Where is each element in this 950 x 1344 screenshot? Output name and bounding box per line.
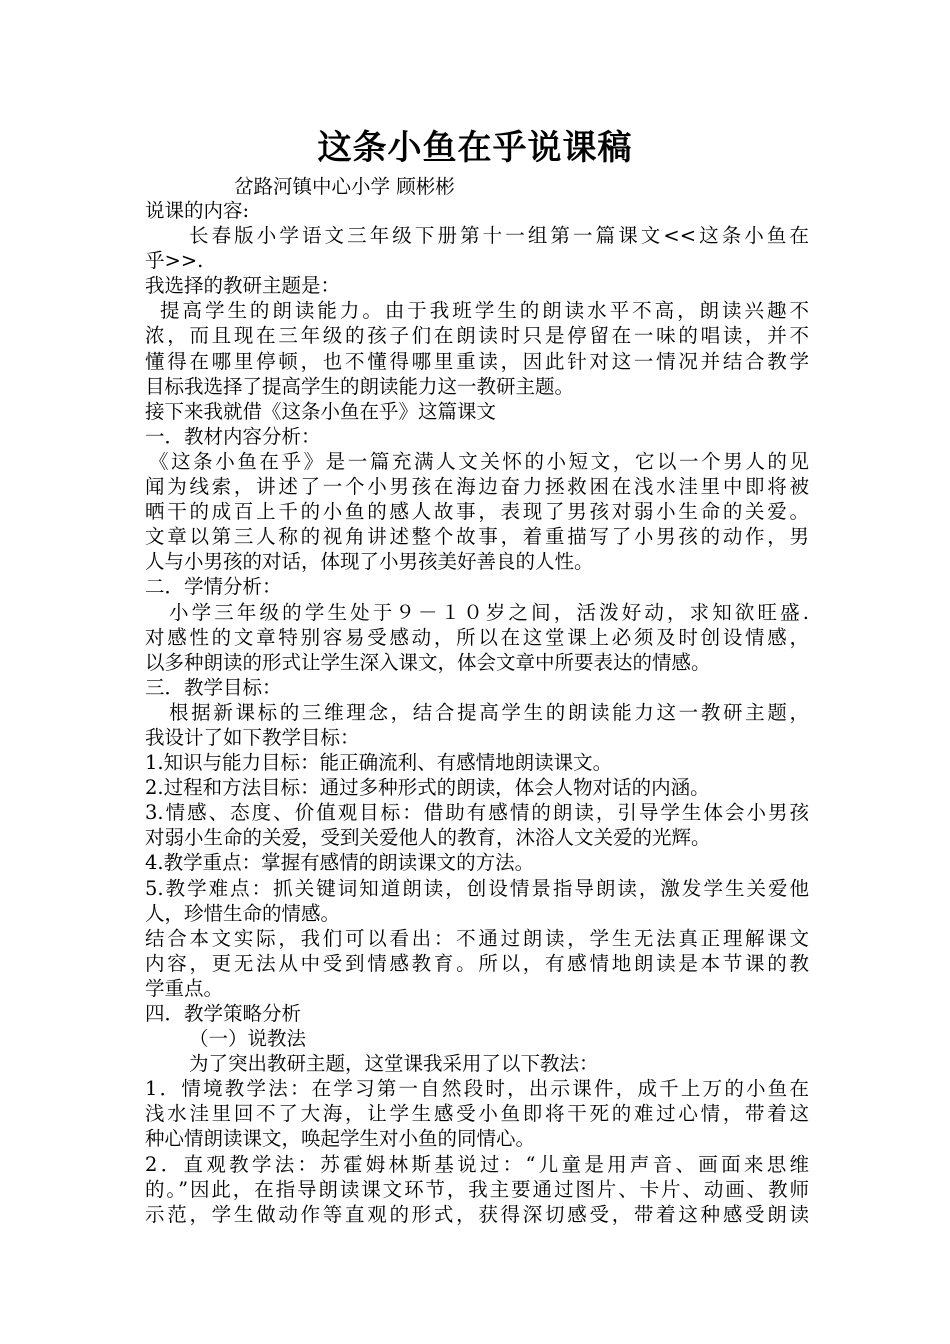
text-line: 5.教学难点：抓关键词知道朗读，创设情景指导朗读，激发学生关爱他 (145, 876, 809, 900)
text-line: 种心情朗读课文，唤起学生对小鱼的同情心。 (145, 1127, 536, 1151)
text-line: 3.情感、态度、价值观目标：借助有感情的朗读，引导学生体会小男孩 (145, 801, 809, 825)
text-line: 《这条小鱼在乎》是一篇充满人文关怀的小短文，它以一个男人的见 (149, 449, 809, 473)
document-title: 这条小鱼在乎说课稿 (317, 128, 633, 168)
text-line: 我设计了如下教学目标： (145, 725, 360, 749)
section-heading: 二．学情分析： (145, 575, 282, 599)
text-line: 根据新课标的三维理念，结合提高学生的朗读能力这一教研主题， (169, 700, 809, 724)
section-heading: 四．教学策略分析 (145, 1002, 302, 1025)
text-line: 结合本文实际，我们可以看出：不通过朗读，学生无法真正理解课文 (145, 926, 809, 950)
author-line: 岔路河镇中心小学 顾彬彬 (234, 175, 455, 198)
text-line: 4.教学重点：掌握有感情的朗读课文的方法。 (145, 851, 535, 875)
text-line: 2．直观教学法：苏霍姆林斯基说过：“儿童是用声音、画面来思维 (145, 1152, 809, 1176)
text-line: 2.过程和方法目标：通过多种形式的朗读，体会人物对话的内涵。 (145, 776, 710, 800)
text-line: 1．情境教学法：在学习第一自然段时，出示课件，成千上万的小鱼在 (145, 1077, 809, 1101)
text-line: 内容，更无法从中受到情感教育。所以，有感情地朗读是本节课的教 (145, 951, 809, 975)
text-line: 以多种朗读的形式让学生深入课文，体会文章中所要表达的情感。 (145, 650, 711, 674)
text-line: 懂得在哪里停顿，也不懂得哪里重读，因此针对这一情况并结合教学 (145, 349, 809, 373)
text-line: 学重点。 (145, 976, 224, 1000)
text-line: 的。”因此，在指导朗读课文环节，我主要通过图片、卡片、动画、教师 (145, 1177, 809, 1201)
text-line: 1.知识与能力目标：能正确流利、有感情地朗读课文。 (145, 751, 613, 775)
subsection-heading: （一）说教法 (189, 1027, 307, 1051)
text-line: 文章以第三人称的视角讲述整个故事，着重描写了小男孩的动作，男 (145, 525, 809, 549)
text-line: 说课的内容: (145, 199, 250, 222)
text-line: 目标我选择了提高学生的朗读能力这一教研主题。 (145, 374, 575, 398)
document-body (145, 198, 809, 1227)
text-line: 乎>>. (145, 249, 204, 273)
text-line: 我选择的教研主题是： (145, 274, 341, 298)
text-line: 晒干的成百上千的小鱼的感人故事，表现了男孩对弱小生命的关爱。 (145, 500, 809, 524)
text-line: 人与小男孩的对话，体现了小男孩美好善良的人性。 (145, 550, 594, 574)
text-line: 人，珍惜生命的情感。 (145, 901, 341, 925)
text-line: 对弱小生命的关爱，受到关爱他人的教育，沐浴人文关爱的光辉。 (145, 826, 711, 850)
text-line: 接下来我就借《这条小鱼在乎》这篇课文 (145, 399, 497, 423)
section-heading: 一．教材内容分析： (145, 424, 321, 448)
text-line: 长春版小学语文三年级下册第十一组第一篇课文<<这条小鱼在 (189, 224, 809, 248)
text-line: 对感性的文章特别容易受感动，所以在这堂课上必须及时创设情感， (145, 625, 809, 649)
text-line: 浓，而且现在三年级的孩子们在朗读时只是停留在一味的唱读，并不 (145, 324, 809, 348)
text-line: 示范，学生做动作等直观的形式，获得深切感受，带着这种感受朗读 (145, 1202, 809, 1226)
text-line: 为了突出教研主题，这堂课我采用了以下教法： (189, 1052, 599, 1076)
text-line: 闻为线索，讲述了一个小男孩在海边奋力拯救困在浅水洼里中即将被 (145, 475, 809, 499)
text-line: 浅水洼里回不了大海，让学生感受小鱼即将干死的难过心情，带着这 (145, 1102, 809, 1126)
text-line: 小学三年级的学生处于９－１０岁之间，活泼好动，求知欲旺盛. (169, 600, 809, 624)
text-line: 提高学生的朗读能力。由于我班学生的朗读水平不高，朗读兴趣不 (160, 299, 809, 323)
section-heading: 三．教学目标： (145, 675, 282, 699)
